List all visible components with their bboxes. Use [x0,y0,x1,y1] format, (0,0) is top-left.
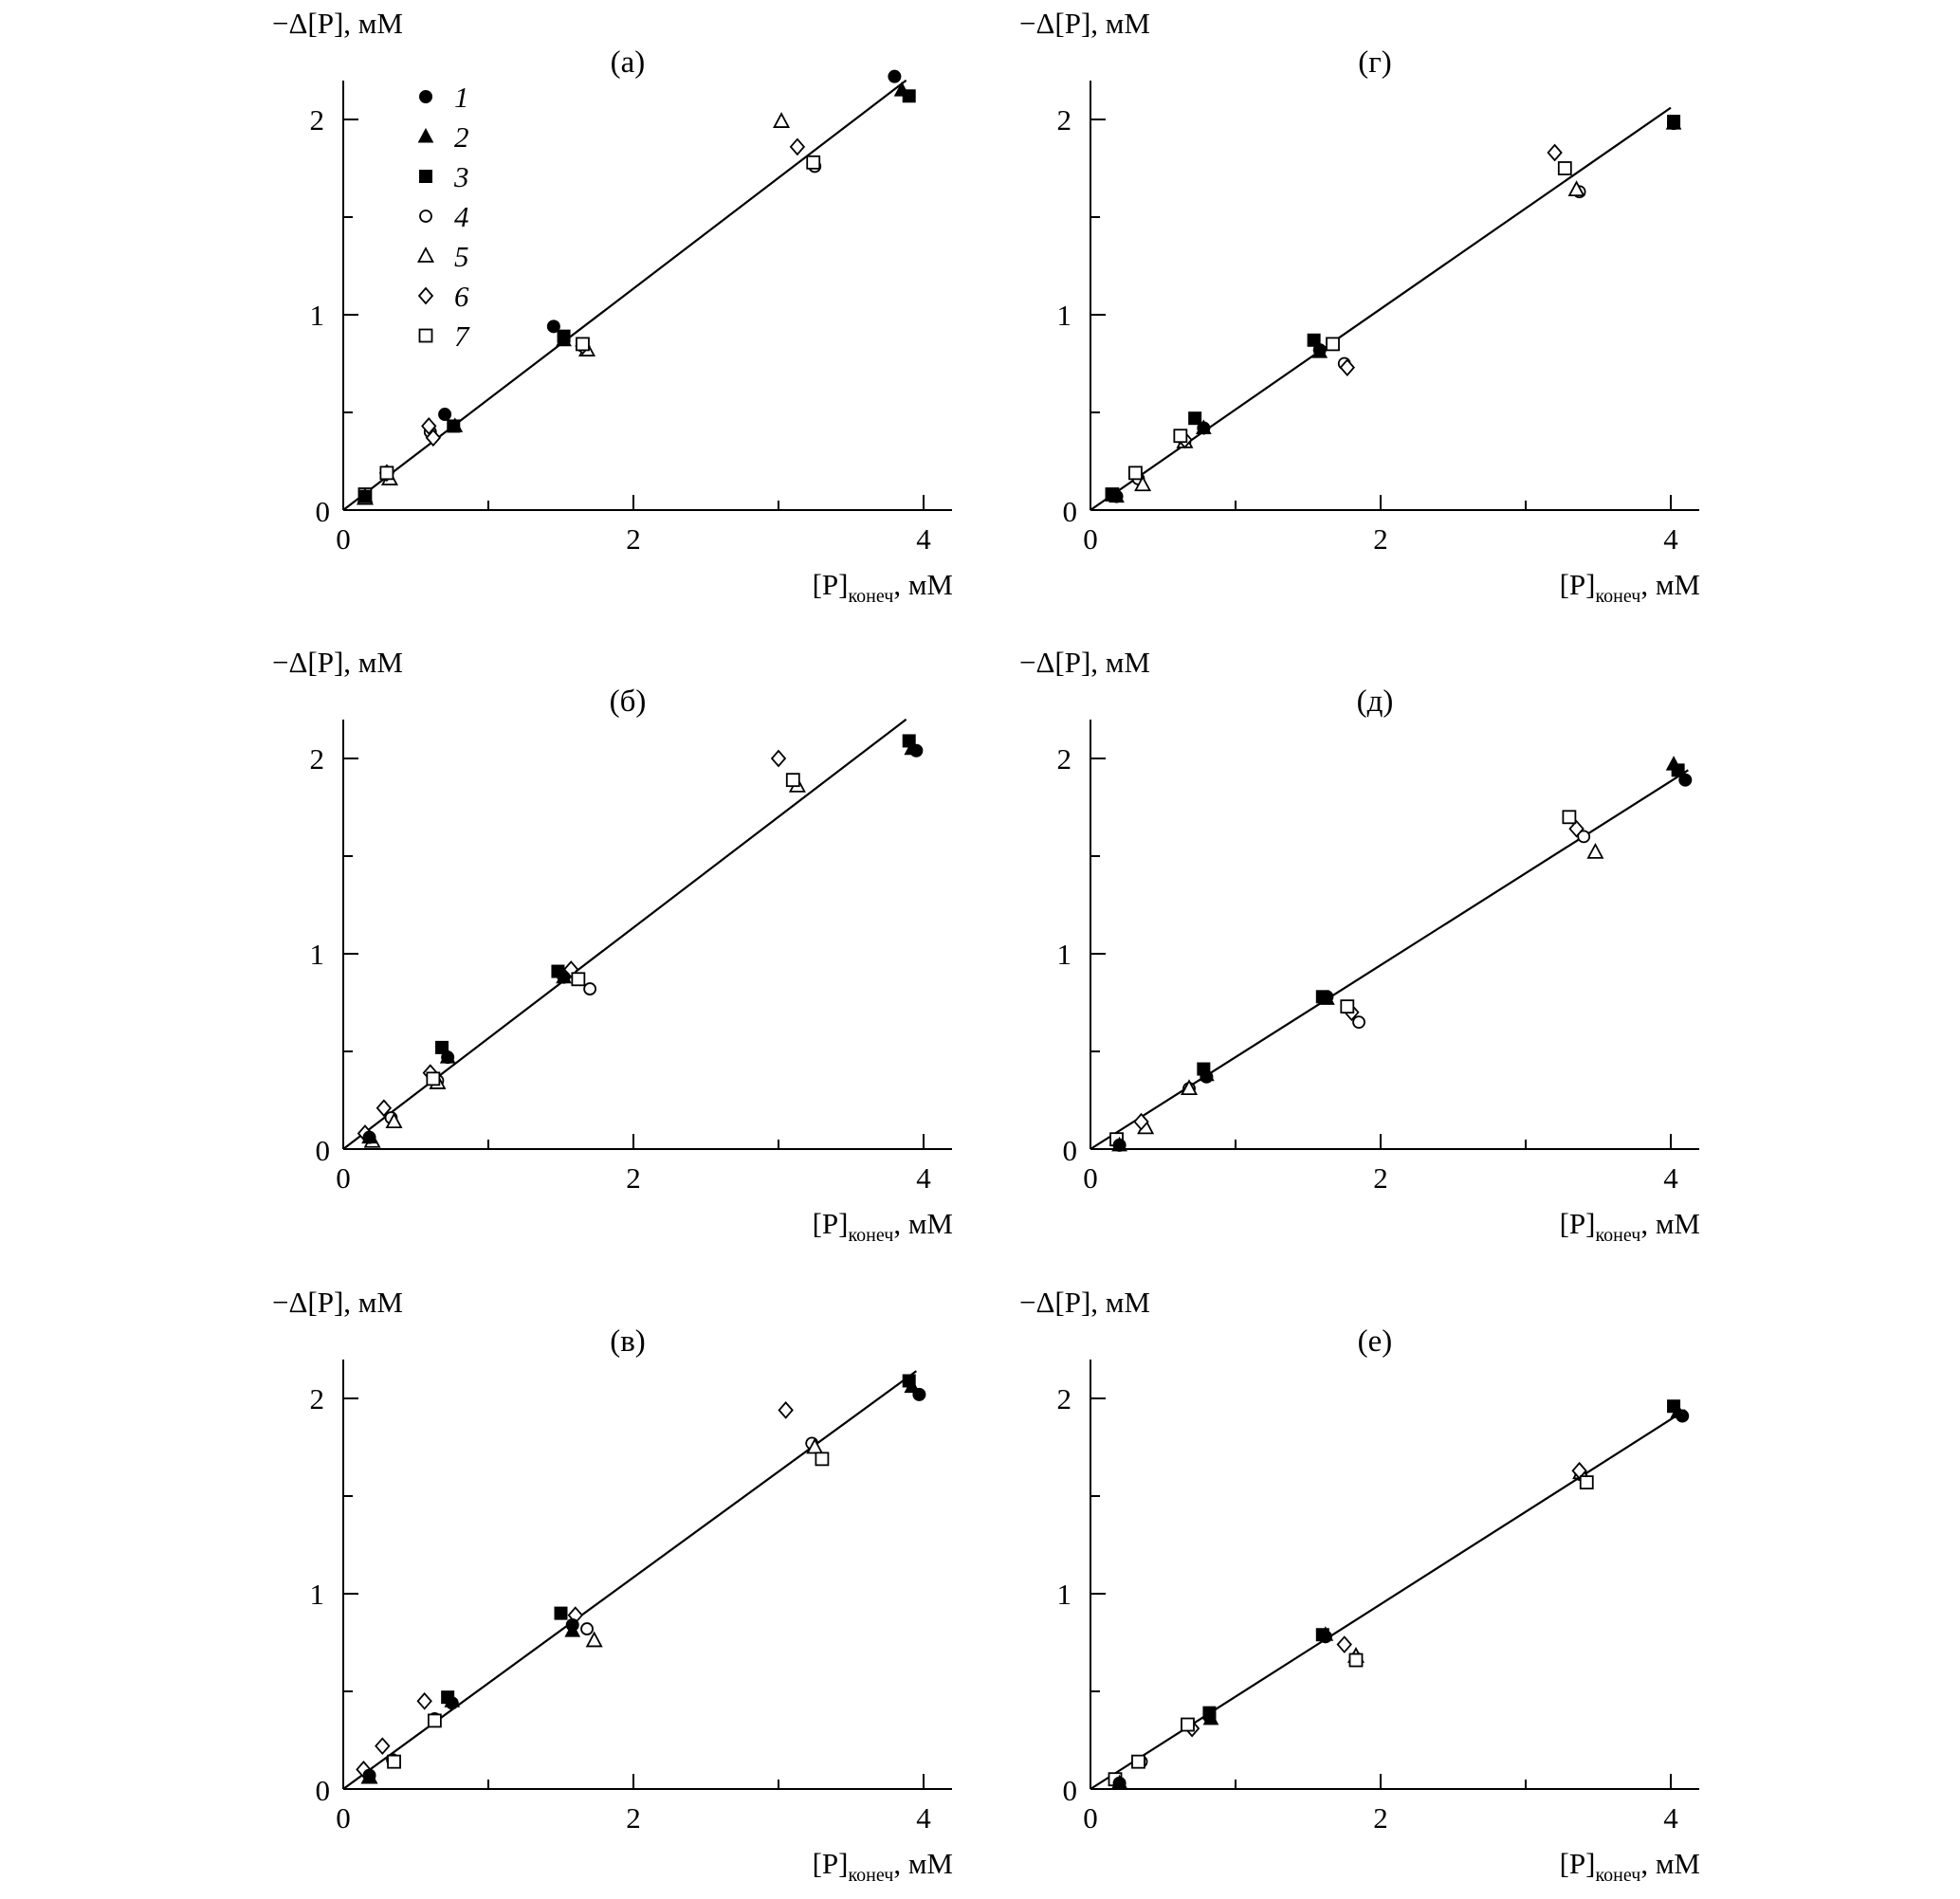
legend-marker-4 [420,210,431,222]
data-point-series-3 [903,735,915,747]
y-axis-label: −Δ[P], мМ [1019,646,1150,679]
data-point-series-3 [1106,488,1118,501]
x-tick-label: 4 [1663,522,1678,556]
data-point-series-3 [1189,412,1201,425]
data-point-series-7 [1559,162,1571,174]
data-point-series-7 [1181,1719,1194,1731]
x-tick-label: 2 [1373,1801,1388,1835]
legend-label-1: 1 [454,81,469,114]
data-point-series-7 [815,1452,828,1465]
data-point-series-3 [555,1607,567,1619]
y-tick-label: 1 [309,1578,324,1611]
y-tick-label: 1 [1056,938,1072,971]
data-point-series-4 [584,983,595,995]
data-point-series-3 [558,330,570,342]
data-point-series-7 [787,774,799,786]
x-tick-label: 0 [1083,1161,1098,1195]
data-point-series-3 [1308,334,1320,346]
x-axis-label: $[P]_{конеч}$, мМ [812,1847,953,1886]
legend-label-2: 2 [454,120,469,154]
data-point-series-7 [388,1756,400,1768]
x-tick-label: 4 [1663,1801,1678,1835]
data-point-series-7 [1581,1476,1593,1488]
x-axis-label: $[P]_{конеч}$, мМ [1559,1207,1700,1246]
y-tick-label: 2 [309,1382,324,1415]
data-point-series-3 [1668,1400,1680,1413]
x-tick-label: 0 [336,1801,351,1835]
panel-title: (а) [610,46,646,80]
data-point-series-7 [807,156,819,169]
y-tick-label: 1 [309,938,324,971]
data-point-series-7 [1563,811,1575,823]
x-tick-label: 0 [1083,1801,1098,1835]
x-tick-label: 2 [626,1161,641,1195]
y-tick-label: 1 [1056,299,1072,332]
x-tick-label: 0 [1083,522,1098,556]
data-point-series-3 [903,90,915,102]
x-tick-label: 2 [1373,1161,1388,1195]
data-point-series-4 [581,1623,593,1634]
x-axis-label: $[P]_{конеч}$, мМ [812,568,953,607]
legend-label-4: 4 [454,200,469,233]
data-point-series-3 [903,1375,915,1387]
data-point-series-7 [1327,338,1339,350]
panel-title: (д) [1356,685,1394,719]
data-point-series-7 [1132,1756,1145,1768]
x-axis-label: $[P]_{конеч}$, мМ [1559,1847,1700,1886]
x-tick-label: 2 [1373,522,1388,556]
y-tick-label: 0 [1062,1134,1077,1167]
legend-label-7: 7 [454,320,469,353]
legend-marker-3 [420,171,432,183]
x-tick-label: 4 [916,1161,931,1195]
data-point-series-1 [439,409,451,421]
y-tick-label: 0 [1062,1774,1077,1807]
data-point-series-3 [1316,1629,1328,1641]
panel-title: (в) [610,1324,646,1359]
data-point-series-7 [1174,429,1186,442]
y-tick-label: 2 [309,742,324,776]
x-tick-label: 4 [1663,1161,1678,1195]
data-point-series-7 [572,973,584,985]
data-point-series-1 [888,70,901,82]
y-axis-label: −Δ[P], мМ [1019,7,1150,40]
data-point-series-3 [1203,1707,1216,1719]
data-point-series-3 [436,1041,449,1053]
y-tick-label: 1 [1056,1578,1072,1611]
x-axis-label: $[P]_{конеч}$, мМ [1559,568,1700,607]
data-point-series-3 [552,965,564,977]
panel-title: (г) [1358,46,1392,80]
data-point-series-7 [380,466,393,479]
x-tick-label: 0 [336,1161,351,1195]
legend-marker-1 [420,91,432,103]
y-tick-label: 2 [1056,742,1072,776]
data-point-series-3 [1316,991,1328,1003]
y-tick-label: 2 [309,103,324,137]
data-point-series-7 [1349,1654,1362,1667]
data-point-series-3 [1672,764,1684,776]
y-axis-label: −Δ[P], мМ [272,7,403,40]
legend-marker-7 [420,330,432,342]
y-axis-label: −Δ[P], мМ [272,1286,403,1319]
y-tick-label: 0 [315,1134,330,1167]
data-point-series-3 [358,490,371,502]
data-point-series-7 [427,1072,439,1085]
data-point-series-7 [1129,466,1142,479]
y-axis-label: −Δ[P], мМ [1019,1286,1150,1319]
x-tick-label: 4 [916,522,931,556]
x-tick-label: 2 [626,1801,641,1835]
y-tick-label: 1 [309,299,324,332]
data-point-series-3 [448,420,460,432]
y-tick-label: 0 [315,495,330,528]
data-point-series-3 [442,1691,454,1704]
y-tick-label: 0 [1062,495,1077,528]
x-tick-label: 0 [336,522,351,556]
x-tick-label: 4 [916,1801,931,1835]
x-tick-label: 2 [626,522,641,556]
legend-label-5: 5 [454,240,469,273]
y-axis-label: −Δ[P], мМ [272,646,403,679]
y-tick-label: 2 [1056,1382,1072,1415]
panel-title: (б) [609,685,647,719]
data-point-series-7 [1341,1000,1353,1013]
data-point-series-4 [1353,1016,1365,1028]
data-point-series-7 [577,338,589,350]
panel-title: (е) [1357,1324,1393,1359]
legend-label-6: 6 [454,280,469,313]
x-axis-label: $[P]_{конеч}$, мМ [812,1207,953,1246]
legend-label-3: 3 [454,160,469,193]
data-point-series-7 [429,1714,441,1726]
data-point-series-3 [1668,116,1680,128]
data-point-series-3 [1198,1063,1210,1075]
y-tick-label: 2 [1056,103,1072,137]
y-tick-label: 0 [315,1774,330,1807]
